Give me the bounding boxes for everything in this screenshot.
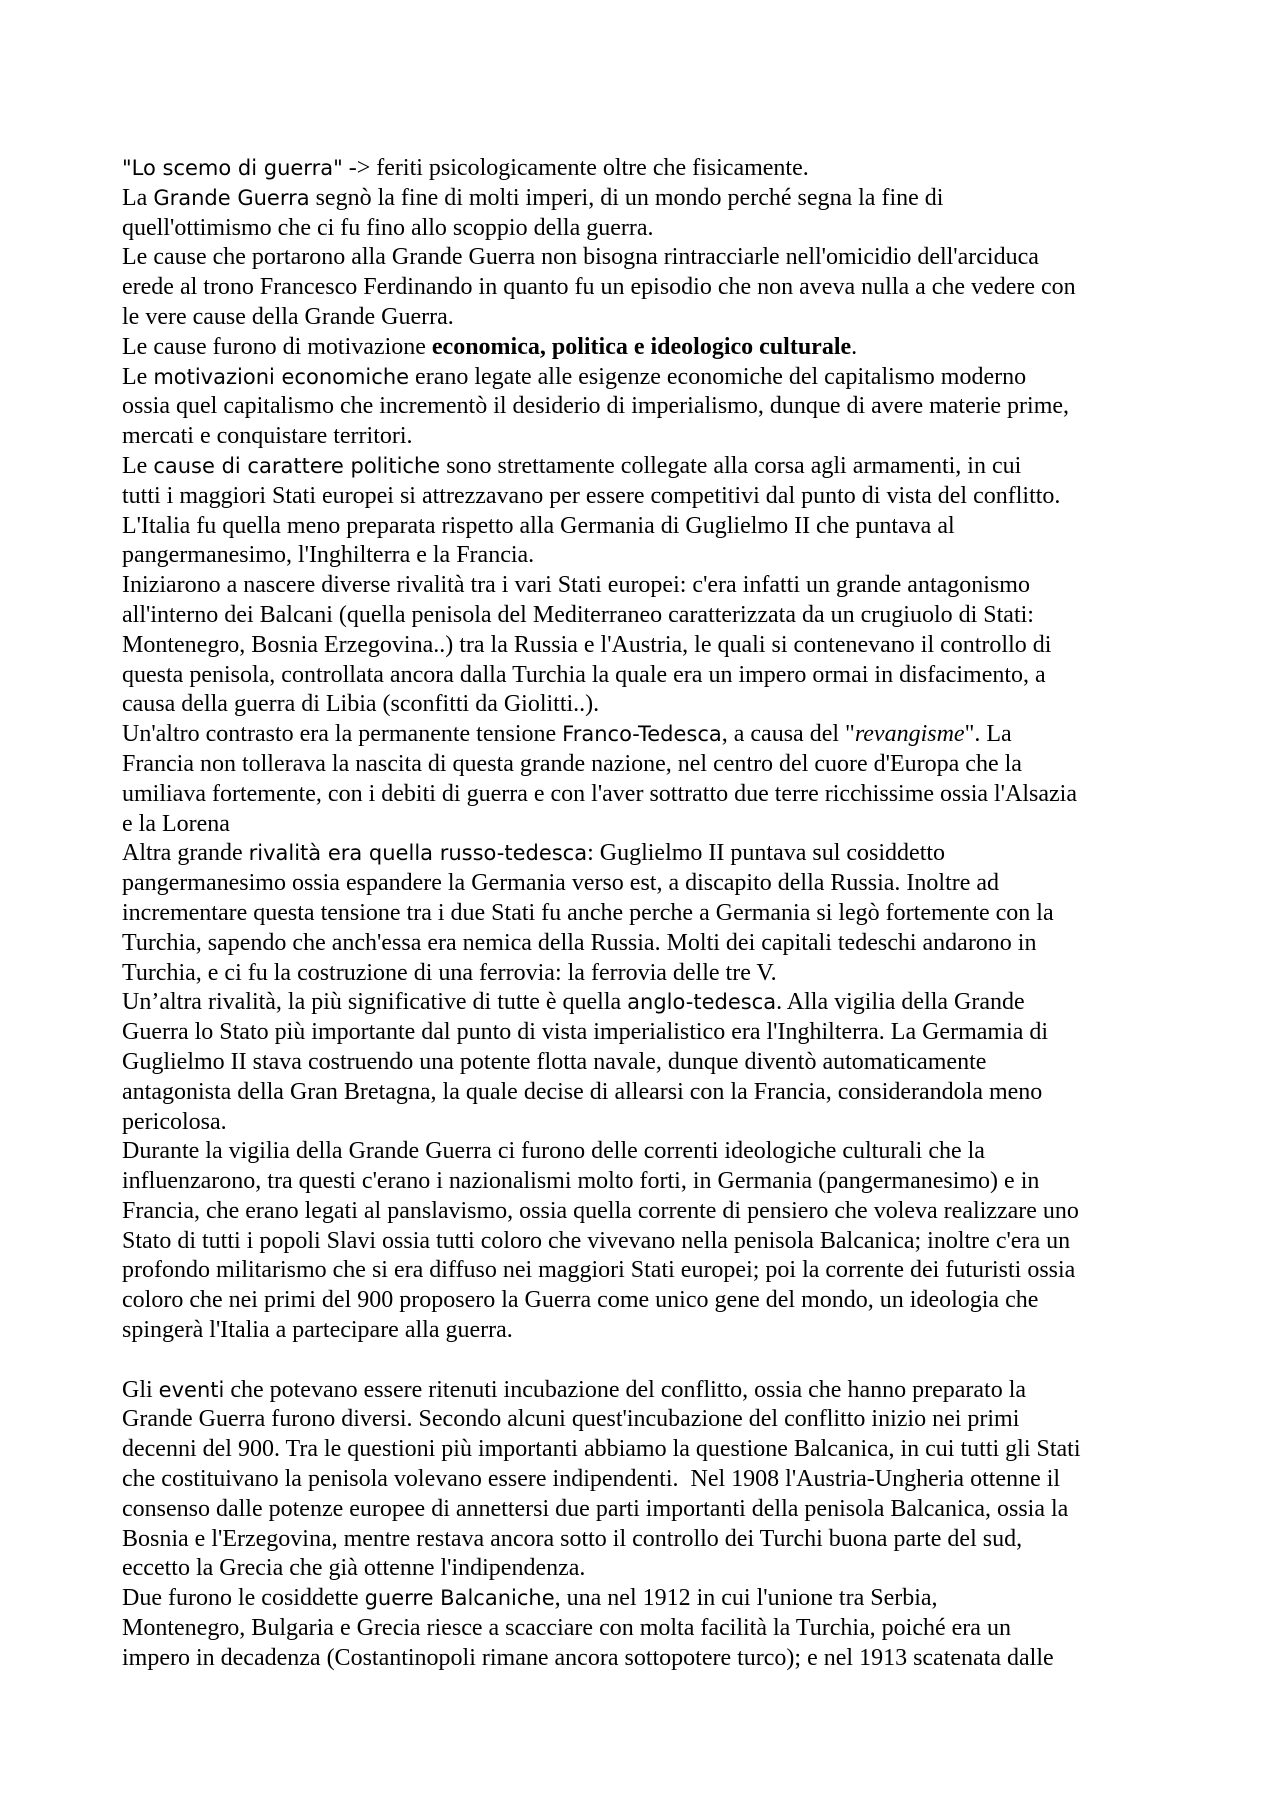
document-body [122,154,1222,1674]
text-run: decenni del 900. Tra le questioni più importanti abbiamo la questione Balcanica, in cui tutti gli Stati [122,1436,1081,1463]
text-line [122,720,1222,750]
text-line [122,1286,1222,1316]
text-run: erede al trono Francesco Ferdinando in quanto fu un episodio che non aveva nulla a che vedere con [122,274,1076,301]
text-run: tutti i maggiori Stati europei si attrezzavano per essere competitivi dal punto di vista del conflitto. [122,482,1061,509]
text-run: . [851,333,858,360]
blank-line [122,1346,1222,1376]
text-run: Francia non tollerava la nascita di questa grande nazione, nel centro del cuore d'Europa che la [122,750,1022,777]
text-line [122,750,1222,780]
text-run: umiliava fortemente, con i debiti di guerra e con l'aver sottratto due terre ricchissime ossia l'Alsazia [122,780,1077,807]
text-run: coloro che nei primi del 900 proposero la Guerra come unico gene del mondo, un ideologia che [122,1287,1039,1314]
text-line [122,631,1222,661]
text-line [122,690,1222,720]
text-line [122,243,1222,273]
text-run: Un’altra rivalità, la più significative di tutte è quella [122,989,628,1016]
text-line [122,1495,1222,1525]
text-line [122,452,1222,482]
text-run: profondo militarismo che si era diffuso nei maggiori Stati europei; poi la corrente dei futuristi ossia [122,1257,1076,1284]
text-line [122,929,1222,959]
text-line [122,482,1222,512]
text-line [122,1227,1222,1257]
italic-text: revangisme [854,721,965,748]
text-run: questa penisola, controllata ancora dalla Turchia la quale era un impero ormai in disfacimento, a [122,661,1046,688]
text-run: L'Italia fu quella meno preparata rispetto alla Germania di Guglielmo II che puntava al [122,512,955,539]
text-run: spingerà l'Italia a partecipare alla guerra. [122,1317,513,1344]
text-run: che potevano essere ritenuti incubazione del conflitto, ossia che hanno preparato la [224,1376,1027,1403]
text-run: Le [122,363,154,390]
text-run: Due furono le cosiddette [122,1585,365,1612]
text-run: Le cause furono di motivazione [122,333,432,360]
text-run: , una nel 1912 in cui l'unione tra Serbia, [554,1585,938,1612]
text-line [122,839,1222,869]
text-run: : Guglielmo II puntava sul cosiddetto [587,840,946,867]
text-line [122,899,1222,929]
text-run: Francia, che erano legati al panslavismo, ossia quella corrente di pensiero che voleva realizzare uno [122,1197,1079,1224]
text-run: pericolosa. [122,1108,227,1135]
text-line [122,1167,1222,1197]
text-line [122,422,1222,452]
text-run: Turchia, e ci fu la costruzione di una ferrovia: la ferrovia delle tre V. [122,959,777,986]
highlighted-term: eventi [158,1377,225,1402]
text-line [122,869,1222,899]
text-run: Guerra lo Stato più importante dal punto di vista imperialistico era l'Inghilterra. La Germamia di [122,1019,1049,1046]
text-run: Turchia, sapendo che anch'essa era nemica della Russia. Molti dei capitali tedeschi andarono in [122,929,1037,956]
text-line [122,571,1222,601]
text-line [122,959,1222,989]
text-run: le vere cause della Grande Guerra. [122,303,454,330]
text-line [122,154,1222,184]
text-run: causa della guerra di Libia (sconfitti da Giolitti..). [122,691,600,718]
text-run: erano legate alle esigenze economiche del capitalismo moderno [409,363,1027,390]
text-line [122,303,1222,333]
text-line [122,541,1222,571]
text-line [122,512,1222,542]
text-run: impero in decadenza (Costantinopoli rimane ancora sottopotere turco); e nel 1913 scatenata dalle [122,1644,1054,1671]
text-run: ossia quel capitalismo che incrementò il desiderio di imperialismo, dunque di avere materie prime, [122,393,1070,420]
text-line [122,780,1222,810]
text-run: influenzarono, tra questi c'erano i nazionalismi molto forti, in Germania (pangermanesimo) e in [122,1168,1040,1195]
text-run: Montenegro, Bosnia Erzegovina..) tra la Russia e l'Austria, le quali si contenevano il controllo di [122,631,1052,658]
text-line [122,1644,1222,1674]
text-line [122,1405,1222,1435]
text-run: quell'ottimismo che ci fu fino allo scoppio della guerra. [122,214,654,241]
text-run: Montenegro, Bulgaria e Grecia riesce a scacciare con molta facilità la Turchia, poiché era un [122,1615,1011,1642]
text-run: pangermanesimo, l'Inghilterra e la Francia. [122,542,535,569]
text-run: mercati e conquistare territori. [122,423,413,450]
text-line [122,1108,1222,1138]
text-line [122,214,1222,244]
text-run: Guglielmo II stava costruendo una potente flotta navale, dunque diventò automaticamente [122,1048,987,1075]
highlighted-term: cause di carattere politiche [153,453,441,478]
highlighted-term: "Lo scemo di guerra" [122,156,343,180]
text-line [122,661,1222,691]
text-run: Un'altro contrasto era la permanente tensione [122,721,563,748]
text-line [122,363,1222,393]
text-run: incrementare questa tensione tra i due Stati fu anche perche a Germania si legò fortemente con la [122,899,1054,926]
text-line [122,1614,1222,1644]
bold-text: economica, politica e ideologico culturale [431,333,852,360]
text-line [122,1048,1222,1078]
text-line [122,1435,1222,1465]
text-run: Iniziarono a nascere diverse rivalità tra i vari Stati europei: c'era infatti un grande antagonismo [122,572,1030,599]
text-run: consenso dalle potenze europee di annettersi due parti importanti della penisola Balcanica, ossia la [122,1495,1069,1522]
text-line [122,1316,1222,1346]
text-line [122,1197,1222,1227]
text-run: La [122,184,154,211]
text-run: -> feriti psicologicamente oltre che fisicamente. [342,155,809,181]
text-run: Durante la vigilia della Grande Guerra ci furono delle correnti ideologiche culturali che la [122,1138,985,1165]
highlighted-term: rivalità era quella russo-tedesca [248,841,588,866]
text-run: Gli [122,1376,159,1403]
highlighted-term: anglo-tedesca [627,990,777,1015]
text-run: Grande Guerra furono diversi. Secondo alcuni quest'incubazione del conflitto inizio nei primi [122,1406,1020,1433]
text-run: Stato di tutti i popoli Slavi ossia tutti coloro che vivevano nella penisola Balcanica; inoltre c'era un [122,1227,1071,1254]
text-line [122,1078,1222,1108]
text-line [122,333,1222,363]
text-run: e la Lorena [122,810,230,837]
text-line [122,1376,1222,1406]
text-line [122,392,1222,422]
text-run: . Alla vigilia della Grande [776,989,1025,1016]
text-run: Bosnia e l'Erzegovina, mentre restava ancora sotto il controllo dei Turchi buona parte del sud, [122,1525,1023,1552]
text-line [122,1018,1222,1048]
text-line [122,810,1222,840]
text-run: Le cause che portarono alla Grande Guerra non bisogna rintracciarle nell'omicidio dell'arciduca [122,244,1039,271]
text-line [122,1465,1222,1495]
text-line [122,601,1222,631]
text-run: sono strettamente collegate alla corsa agli armamenti, in cui [440,452,1022,479]
text-line [122,988,1222,1018]
highlighted-term: motivazioni economiche [153,364,410,389]
text-line [122,1554,1222,1584]
text-run: ". La [964,721,1012,748]
text-run: Altra grande [122,840,249,867]
text-line [122,1256,1222,1286]
text-run: , a causa del " [721,721,855,748]
text-line [122,184,1222,214]
text-line [122,1137,1222,1167]
text-run: Le [122,452,154,479]
highlighted-term: Grande Guerra [153,185,310,210]
text-run: eccetto la Grecia che già ottenne l'indipendenza. [122,1555,586,1582]
highlighted-term: guerre Balcaniche [364,1586,555,1611]
text-run: che costituivano la penisola volevano essere indipendenti. Nel 1908 l'Austria-Ungheria ottenne il [122,1466,1061,1493]
text-line [122,273,1222,303]
highlighted-term: Franco-Tedesca [562,722,722,747]
text-run: all'interno dei Balcani (quella penisola del Mediterraneo caratterizzata da un crugiuolo di Stati: [122,601,1034,628]
text-run: segnò la fine di molti imperi, di un mondo perché segna la fine di [309,184,944,211]
text-run: antagonista della Gran Bretagna, la quale decise di allearsi con la Francia, considerandola meno [122,1078,1043,1105]
text-line [122,1584,1222,1614]
text-run: pangermanesimo ossia espandere la Germania verso est, a discapito della Russia. Inoltre ad [122,870,1000,897]
text-line [122,1525,1222,1555]
